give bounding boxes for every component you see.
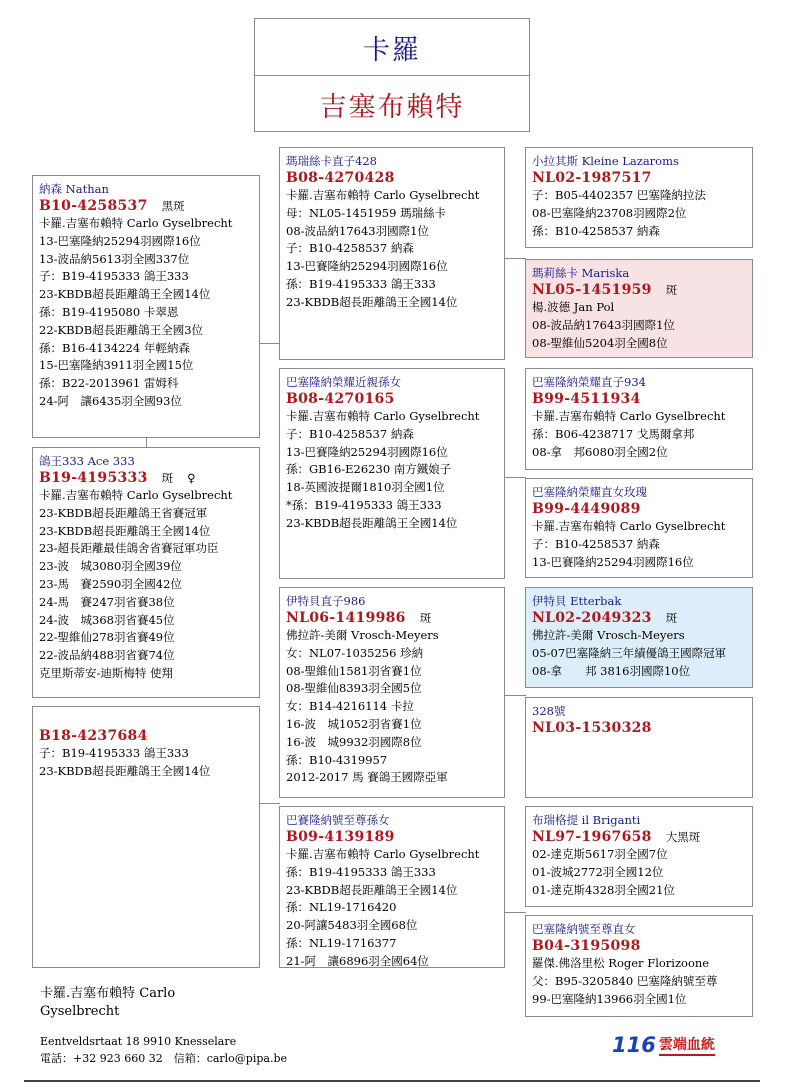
pedigree-line: 卡羅.吉塞布賴特 Carlo Gyselbrecht — [532, 409, 726, 423]
ring-number: B99-4449089 — [532, 501, 641, 517]
color-tag: 大黑斑 — [665, 830, 701, 844]
divider — [24, 1080, 760, 1082]
owner-name: 卡羅.吉塞布賴特 Carlo Gyselbrecht — [40, 986, 176, 1019]
pigeon-name: 瑪莉絲卡 Mariska — [532, 266, 630, 280]
connector — [504, 258, 526, 259]
pedigree-line: 15-巴塞隆納3911羽全國15位 — [39, 358, 194, 373]
pedigree-box-sss — [525, 147, 753, 248]
connector — [259, 803, 280, 804]
pedigree-line: 23-KBDB超長距離鴿王省賽冠軍 — [39, 505, 208, 520]
ring-number-line — [286, 828, 496, 846]
ring-number: B09-4139189 — [286, 829, 395, 845]
pedigree-line: 卡羅.吉塞布賴特 Carlo Gyselbrecht — [532, 519, 726, 533]
pedigree-line: 23-KBDB超長距離鴿王全國14位 — [39, 287, 211, 302]
pedigree-line: 23-波 城3080羽全國39位 — [39, 559, 182, 574]
pedigree-line: 孫：NL19-1716377 — [286, 935, 397, 950]
pedigree-line: 孫：B10-4258537 納森 — [532, 223, 660, 238]
pedigree-line: 孫：B19-4195333 鴿王333 — [286, 276, 436, 291]
pedigree-line: 16-波 城1052羽省賽1位 — [286, 716, 422, 731]
pedigree-line: 22-波品納488羽省賽74位 — [39, 648, 175, 663]
ring-number: NL03-1530328 — [532, 720, 652, 736]
pedigree-line: 23-KBDB超長距離鴿王全國14位 — [39, 523, 211, 538]
pedigree-line: 羅傑.佛洛里松 Roger Florizoone — [532, 956, 710, 970]
pigeon-name: 瑪瑞絲卡直子428 — [286, 154, 377, 168]
pedigree-line: 13-波品納5613羽全國337位 — [39, 251, 190, 266]
ring-number-line — [532, 609, 744, 627]
ring-number: NL05-1451959 — [532, 282, 652, 298]
pedigree-line: 楊.波德 Jan Pol — [532, 300, 615, 314]
ring-number: B08-4270428 — [286, 170, 395, 186]
ring-number-line — [532, 719, 744, 737]
pedigree-line: 克里斯蒂安-迪斯梅特 使翔 — [39, 665, 174, 680]
pedigree-line: 子：B19-4195333 鴿王333 — [39, 746, 189, 760]
pedigree-line: 08-拿 邦 3816羽國際10位 — [532, 663, 691, 678]
connector — [504, 477, 526, 478]
pedigree-line: 子：B10-4258537 納森 — [532, 536, 660, 551]
ring-number: B08-4270165 — [286, 391, 395, 407]
contact-block — [40, 1033, 287, 1067]
ring-number: B19-4195333 — [39, 470, 148, 486]
pedigree-line: 16-波 城9932羽國際8位 — [286, 734, 422, 749]
pedigree-line: 20-阿讓5483羽全國68位 — [286, 918, 418, 933]
pedigree-line: 孫：B19-4195080 卡翠恩 — [39, 304, 179, 319]
pigeon-name: 巴塞隆納榮耀直女玫瑰 — [532, 485, 647, 499]
pedigree-box-dsd — [525, 697, 753, 798]
ring-number-line — [286, 609, 496, 627]
pedigree-box-dam-sire — [279, 587, 505, 798]
pedigree-line: 23-KBDB超長距離鴿王全國14位 — [39, 763, 211, 778]
pedigree-line: 08-巴塞隆納23708羽國際2位 — [532, 205, 687, 220]
color-tag: 斑 — [419, 611, 432, 625]
pedigree-line: 23-KBDB超長距離鴿王全國14位 — [286, 882, 458, 897]
pedigree-line: 01-波城2772羽全國12位 — [532, 864, 664, 879]
pigeon-name: 納森 Nathan — [39, 182, 109, 196]
pedigree-line: 08-波品納17643羽國際1位 — [286, 223, 429, 238]
pedigree-box-dds — [525, 806, 753, 907]
ring-number-line — [532, 828, 744, 846]
pedigree-line: 24-波 城368羽省賽45位 — [39, 612, 175, 627]
pigeon-name: 巴塞隆納號至尊直女 — [532, 922, 636, 936]
pedigree-box-ssd — [525, 259, 753, 358]
pedigree-line: 佛拉許-美爾 Vrosch-Meyers — [286, 628, 439, 642]
pedigree-line: *孫：B19-4195333 鴿王333 — [286, 497, 442, 512]
owner-contact: 電話：+32 923 660 32 信箱：carlo@pipa.be — [40, 1052, 288, 1065]
pedigree-line: 卡羅.吉塞布賴特 Carlo Gyselbrecht — [286, 847, 480, 861]
ring-number-line — [39, 727, 251, 745]
pedigree-box-sire-sire — [279, 147, 505, 360]
pedigree-box-sdd — [525, 478, 753, 578]
pedigree-line: 08-聖維仙5204羽全國8位 — [532, 335, 668, 350]
ring-number: B99-4511934 — [532, 391, 641, 407]
pigeon-name: 鴿王333 Ace 333 — [39, 454, 135, 468]
ring-number-line — [39, 469, 251, 487]
ring-number: B18-4237684 — [39, 728, 148, 744]
pigeon-name: 巴塞隆納榮耀近親孫女 — [286, 375, 401, 389]
sex-icon: ♀ — [187, 471, 196, 485]
pedigree-box-sire — [32, 175, 260, 438]
pedigree-line: 08-拿 邦6080羽全國2位 — [532, 444, 668, 459]
pigeon-name: 巴賽隆納號至尊孫女 — [286, 813, 390, 827]
pedigree-line: 23-馬 賽2590羽全國42位 — [39, 576, 182, 591]
pedigree-box-dam-dam — [279, 806, 505, 968]
pedigree-line: 孫：NL19-1716420 — [286, 900, 397, 915]
color-tag: 斑 — [161, 471, 174, 485]
pedigree-line: 05-07巴塞隆納三年績優鴿王國際冠軍 — [532, 645, 727, 660]
color-tag: 斑 — [665, 283, 678, 297]
pedigree-line: 卡羅.吉塞布賴特 Carlo Gyselbrecht — [39, 488, 233, 502]
title-box — [254, 18, 530, 132]
ring-number-line — [39, 197, 251, 215]
pedigree-line: 23-KBDB超長距離鴿王全國14位 — [286, 515, 458, 530]
ring-number: NL02-1987517 — [532, 170, 652, 186]
title-first-name: 卡羅 — [255, 19, 529, 76]
pedigree-line: 08-聖維仙1581羽省賽1位 — [286, 663, 422, 678]
pedigree-line: 13-巴賽隆納25294羽國際16位 — [532, 554, 694, 569]
pedigree-line: 佛拉許-美爾 Vrosch-Meyers — [532, 628, 685, 642]
pedigree-line: 父：B95-3205840 巴塞隆納號至尊 — [532, 973, 718, 988]
pedigree-line: 孫：B22-2013961 雷姆科 — [39, 376, 179, 391]
ring-number-line — [532, 281, 744, 299]
pedigree-line: 22-聖維仙278羽省賽49位 — [39, 630, 175, 645]
pedigree-line: 孫：B19-4195333 鴿王333 — [286, 864, 436, 879]
pigeon-name: 伊特貝 Etterbak — [532, 594, 622, 608]
pedigree-line: 子：B10-4258537 納森 — [286, 241, 414, 256]
pedigree-line: 13-巴賽隆納25294羽國際16位 — [286, 259, 448, 274]
ring-number-line — [532, 500, 744, 518]
ring-number: NL97-1967658 — [532, 829, 652, 845]
pedigree-line: 子：B10-4258537 納森 — [286, 426, 414, 441]
pedigree-line: 女：NL07-1035256 珍納 — [286, 645, 424, 660]
pedigree-line: 22-KBDB超長距離鴿王全國3位 — [39, 322, 204, 337]
owner-address: Eentveldsrtaat 18 9910 Knesselare — [40, 1035, 237, 1048]
ring-number: NL02-2049323 — [532, 610, 652, 626]
pedigree-line: 卡羅.吉塞布賴特 Carlo Gyselbrecht — [286, 188, 480, 202]
ring-number-line — [532, 937, 744, 955]
connector — [504, 695, 526, 696]
pigeon-name: 小拉其斯 Kleine Lazaroms — [532, 154, 679, 168]
pedigree-box-sds — [525, 368, 753, 470]
ring-number-line — [286, 169, 496, 187]
color-tag: 黑斑 — [161, 199, 185, 213]
pedigree-line: 23-超長距離最佳鴿舍省賽冠軍功臣 — [39, 541, 219, 556]
pedigree-line: 13-巴塞隆納25294羽國際16位 — [39, 233, 201, 248]
ring-number-line — [532, 390, 744, 408]
pedigree-line: 子：B19-4195333 鴿王333 — [39, 269, 189, 284]
logo-text: 雲端血統 — [659, 1036, 715, 1056]
pedigree-box-dss — [525, 587, 753, 688]
pedigree-line: 母：NL05-1451959 瑪瑞絲卡 — [286, 205, 447, 220]
color-tag: 斑 — [665, 611, 678, 625]
pedigree-box-dam — [32, 706, 260, 968]
pedigree-line: 子：B05-4402357 巴塞隆納拉法 — [532, 188, 706, 202]
pedigree-line: 01-達克斯4328羽全國21位 — [532, 882, 675, 897]
pedigree-line: 2012-2017 馬 賽鴿王國際亞軍 — [286, 770, 448, 785]
pigeon-name: 328號 — [532, 704, 566, 718]
connector — [504, 912, 526, 913]
pigeon-name: 巴塞隆納榮耀直子934 — [532, 375, 646, 389]
logo-number: 116 — [612, 1033, 656, 1057]
pedigree-line: 孫：B06-4238717 戈馬爾拿邦 — [532, 426, 695, 441]
pedigree-line: 卡羅.吉塞布賴特 Carlo Gyselbrecht — [286, 409, 480, 423]
ring-number-line — [286, 390, 496, 408]
pedigree-line: 21-阿 讓6896羽全國64位 — [286, 953, 429, 968]
pedigree-line: 23-KBDB超長距離鴿王全國14位 — [286, 294, 458, 309]
pedigree-line: 02-達克斯5617羽全國7位 — [532, 847, 668, 861]
pedigree-line: 13-巴賽隆納25294羽國際16位 — [286, 444, 448, 459]
pigeon-name: 伊特貝直子986 — [286, 594, 366, 608]
pedigree-line: 24-馬 賽247羽省賽38位 — [39, 594, 175, 609]
pedigree-box-ddd — [525, 915, 753, 1017]
ring-number: B04-3195098 — [532, 938, 641, 954]
title-last-name: 吉塞布賴特 — [319, 92, 465, 123]
ring-number: NL06-1419986 — [286, 610, 406, 626]
pedigree-line: 08-聖維仙8393羽全國5位 — [286, 681, 422, 696]
brand-logo[interactable] — [612, 1032, 715, 1056]
pigeon-name: 布瑞格提 il Briganti — [532, 813, 641, 827]
pedigree-line: 孫：GB16-E26230 南方鐵娘子 — [286, 462, 452, 477]
pedigree-line: 卡羅.吉塞布賴特 Carlo Gyselbrecht — [39, 216, 233, 230]
ring-number: B10-4258537 — [39, 198, 148, 214]
pedigree-line: 孫：B10-4319957 — [286, 752, 388, 767]
pedigree-line: 孫：B16-4134224 年輕納森 — [39, 340, 190, 355]
connector — [259, 343, 280, 344]
ring-number-line — [532, 169, 744, 187]
pedigree-line: 24-阿 讓6435羽全國93位 — [39, 393, 182, 408]
pedigree-box-sire-dam — [279, 368, 505, 579]
pedigree-line: 女：B14-4216114 卡拉 — [286, 699, 414, 714]
pedigree-box-subject — [32, 447, 260, 698]
pedigree-line: 18-英國波提爾1810羽全國1位 — [286, 480, 445, 495]
pedigree-line: 08-波品納17643羽國際1位 — [532, 317, 675, 332]
pedigree-line: 99-巴塞隆納13966羽全國1位 — [532, 991, 687, 1006]
